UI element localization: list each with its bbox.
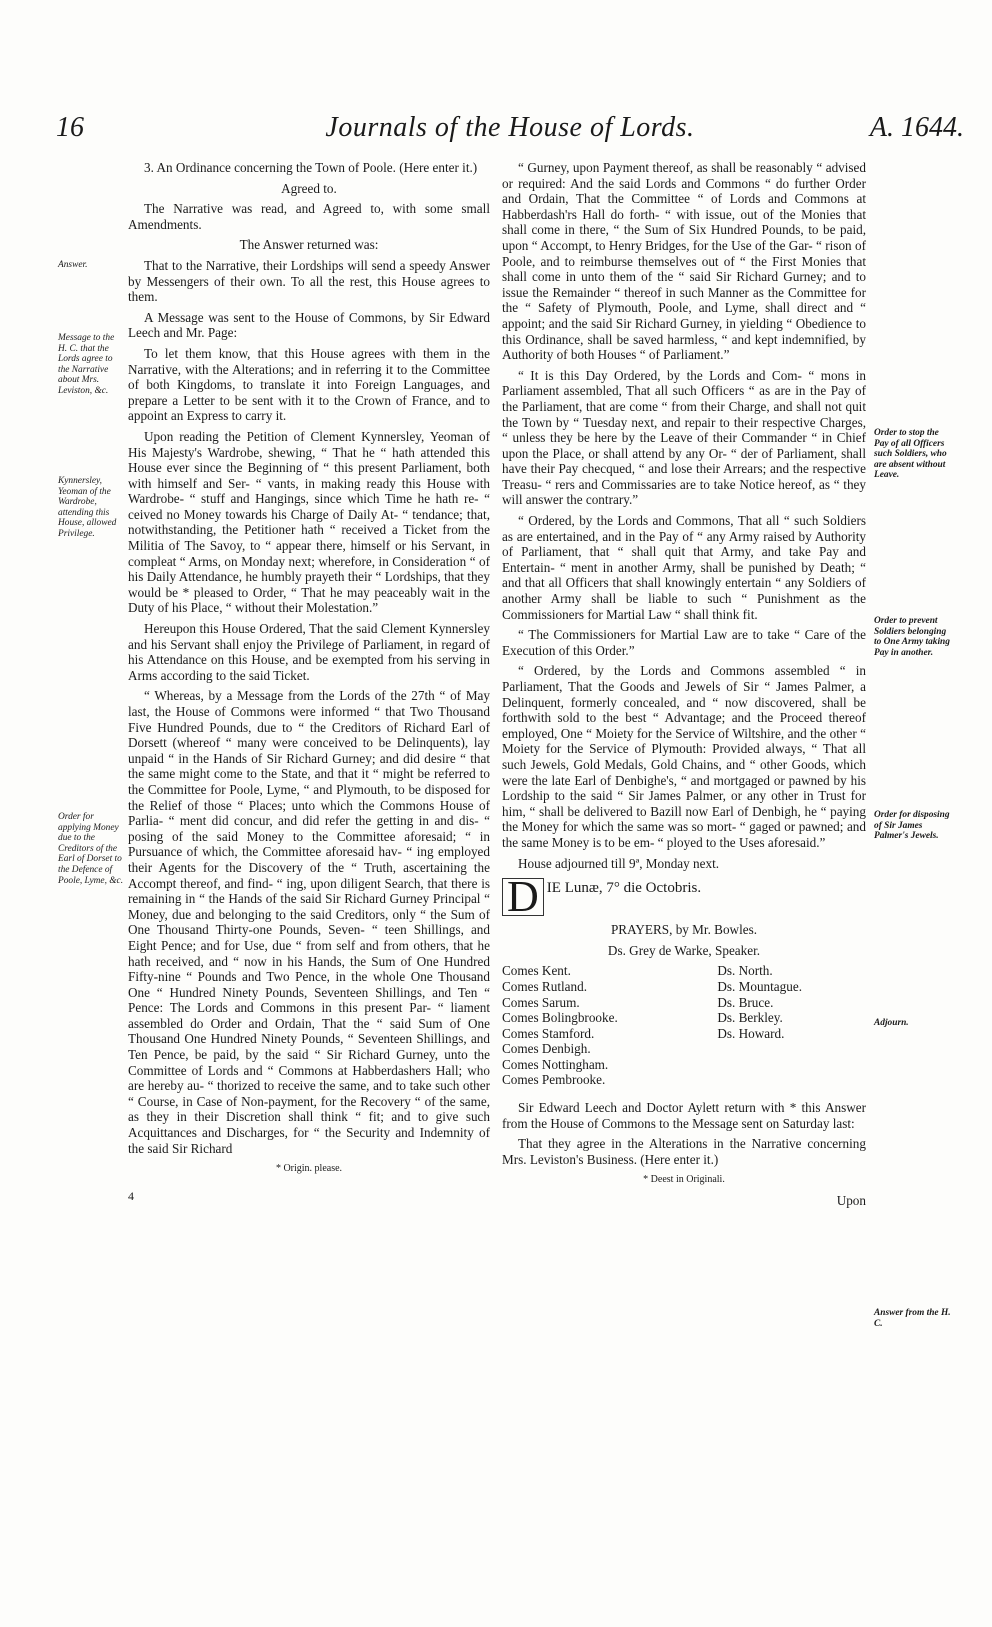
left-column [128, 160, 490, 1204]
gurney-ordinance-cont: “ Gurney, upon Payment thereof, as shall be reasonably “ advised or required: And the said Lords and Commons “ do further Order and Ordain, That the Committee “ of Lords and Commons at Habberdash'rs Hall do forth- “ with issue, out of the Monies that shall come in there, “ the Sum of Six Hundred Pounds, to be paid, upon “ Accompt, to Henry Bridges, for the Use of the Gar- “ rison of Poole, and to reimburse themselves out of “ the First Monies that shall come in unto them of the “ said Sir Richard Gurney; and to issue the Remainder “ thereof in such Manner as the Committee for the “ Safety of Plymouth, Poole, and Lyme, shall direct and “ appoint; and the said Sir Richard Gurney, in yielding “ Obedience to this Ordinance, shall be saved harmless, “ and kept indemnified, by Authority of both Houses “ of Parliament.” [502, 160, 866, 363]
gurney-ordinance: “ Whereas, by a Message from the Lords of the 27th “ of May last, the House of Commons were informed “ that Two Thousand Five Hundred Pounds, due to “ the Creditors of Richard Earl of Dorsett (whereof “ many were conceived to be Delinquents), lay unpaid “ in the Hands of Sir Richard Gurney; and did desire “ that the same might come to the State, and that it “ might be referred to the Committee for Poole, Lyme, “ and Plymouth, to be disposed for the Relief of those “ Places; unto which the Commons House of Parlia- “ ment did concur, and did refer the getting in and dis- “ posing of the said Money to the Committee aforesaid; “ in Pursuance of which, the Committee aforesaid hav- “ ing employed their Agents for the Discovery of the “ Truth, ascertaining the Accompt thereof, and find- “ ing, upon diligent Search, that there is remaining in “ the Hands of the said Sir Richard Gurney Principal “ Money, due and belonging to the said Creditors, only “ the Sum of One Thousand Thirty-one Pounds, Seven- “ teen Shillings, and Eight Pence; and for Use, due “ from self and from others, that he hath received, and “ now in his Hands, the Sum of One Hundred Fifty-nine “ Pounds and Two Pence, in the whole One Thousand One “ Hundred Ninety Pounds, Seventeen Shillings, and Ten “ Pence: The Lords and Commons in this present Par- “ liament assembled do Order and Ordain, That the “ said Sum of One Thousand One Hundred Ninety Pounds, “ Seventeen Shillings, and Ten Pence, be paid, by the said “ Sir Richard Gurney, unto the Committee of Lords and “ Commons at Habberdashers Hall; who are hereby au- “ thorized to receive the same, and to take such other “ Course, in Case of Non-payment, for the Recovery “ of the same, as they in their Discretion shall think “ fit; and to give such Acquittances and Discharges, for “ the Security and Indemnity of the said Sir Richard [128, 688, 490, 1156]
attendance-comites [502, 963, 618, 1088]
running-header [56, 112, 964, 146]
agreed: Agreed to. [281, 180, 337, 196]
list-item: Comes Rutland. [502, 978, 587, 994]
attendance-list [502, 963, 802, 1088]
page-number: 16 [56, 112, 84, 143]
catchword: Upon [836, 1193, 866, 1209]
speaker: Ds. Grey de Warke, Speaker. [607, 942, 761, 958]
margin-note-soldiers: Order to prevent Soldiers belonging to One Army taking Pay in another. [874, 616, 950, 658]
list-item: Comes Pembrooke. [502, 1072, 606, 1088]
answer-text: That to the Narrative, their Lordships will send a speedy Answer by Messengers of their own. To all the rest, this House agrees to them. [128, 257, 490, 305]
day-heading [502, 872, 866, 922]
list-item: Comes Bolingbrooke. [502, 1010, 618, 1026]
list-item: Comes Denbigh. [502, 1041, 591, 1057]
margin-note-officers: Order to stop the Pay of all Officers such Soldiers, who are absent without Leave. [874, 428, 947, 481]
martial-law-note: “ The Commissioners for Martial Law are to take “ Care of the Execution of this Order.” [502, 627, 866, 658]
margin-note-answer: Answer. [58, 260, 88, 270]
prayers: PRAYERS, by Mr. Bowles. [610, 922, 758, 938]
message-to-commons: A Message was sent to the House of Commons, by Sir Edward Leech and Mr. Page: [128, 309, 490, 341]
officers-order: “ It is this Day Ordered, by the Lords and Com- “ mons in Parliament assembled, That all such Officers “ as are in the Pay of the Parliament, that are come “ from their Charge, and shall not quit the Town by “ Tuesday next, and repair to their respective Charges, “ unless they be here by the Leave of their Commander “ in Chief upon the Place, or shall attend by any Or- “ der of Parliament, shall have their Pay checqued, “ and lose their Arrears; and the respective Treasu- “ rers and Commissaries are to take Notice hereof, as “ they will answer the contrary.” [502, 367, 866, 508]
right-column [502, 160, 866, 1214]
list-item: Ds. Howard. [717, 1025, 785, 1041]
footnote-left: * Origin. please. [275, 1163, 343, 1175]
list-item: Comes Nottingham. [502, 1056, 609, 1072]
day-heading-text: IE Lunæ, 7° die Octobris. [546, 880, 702, 897]
soldiers-order: “ Ordered, by the Lords and Commons, That all “ such Soldiers as are entertained, and in the Pay of “ any Army raised by Authority of Parliament, that “ shall quit that Army, and take Pay and Entertain- “ ment in another Army, shall be punished by Death; “ and that all Officers that shall knowingly entertain “ any Soldiers of another Army shall be liable to such “ Punishment as the Commissioners for Martial Law “ shall think fit. [502, 513, 866, 622]
margin-note-answer-hc: Answer from the H. C. [874, 1308, 951, 1329]
journal-title: Journals of the House of Lords. [325, 112, 695, 143]
palmer-jewels-order: “ Ordered, by the Lords and Commons assembled “ in Parliament, That the Goods and Jewels of Sir “ James Palmer, a Delinquent, formerly concealed, and “ now discovered, shall be forthwith sold to the best “ Advantage; and the Proceed thereof employed, One “ Moiety for the Service of Wiltshire, and the other “ Moiety for the Service of Plymouth: Provided always, “ That all such Jewels, Gold Medals, Gold Chains, and “ other Goods, which were the late Earl of Denbighe's, “ and mortgaged or pawned by his Lordship to the said “ Sir James Palmer, or any other in Trust for him, “ shall be delivered to Bazill now Earl of Denbigh, he “ paying the Money for which the same was so mort- “ gaged or pawned; and the same Money is to be em- “ ployed to the Uses aforesaid.” [502, 663, 866, 850]
narrative-read: The Narrative was read, and Agreed to, with some small Amendments. [128, 201, 490, 232]
list-item: Ds. Berkley. [717, 1010, 783, 1026]
alterations-agreed: That they agree in the Alterations in the Narrative concerning Mrs. Leviston's Business. (Here enter it.) [502, 1136, 866, 1167]
kynnersley-order: Hereupon this House Ordered, That the said Clement Kynnersley and his Servant shall enjoy the Privilege of Parliament, in regard of his Attendance on this House, and be exempted from his serving in Arms according to the said Ticket. [128, 621, 490, 683]
answer-returned: The Answer returned was: [239, 237, 379, 253]
footnote-right: * Deest in Originali. [643, 1174, 725, 1186]
year: A. 1644. [869, 112, 964, 143]
margin-note-kynnersley: Kynnersley, Yeoman of the Wardrobe, attending this House, allowed Privilege. [58, 476, 117, 539]
margin-note-message: Message to the H. C. that the Lords agree to the Narrative about Mrs. Leviston, &c. [58, 333, 115, 396]
attendance-domini [717, 963, 802, 1088]
margin-note-palmer: Order for disposing of Sir James Palmer's Jewels. [874, 810, 950, 842]
list-item: Ds. Mountague. [717, 978, 802, 994]
list-item: Comes Sarum. [502, 994, 580, 1010]
list-item: Ds. North. [717, 963, 773, 979]
margin-note-adjourn: Adjourn. [874, 1018, 909, 1028]
adjournment: House adjourned till 9ª, Monday next. [518, 855, 720, 871]
list-item: Comes Stamford. [502, 1025, 595, 1041]
list-item: Comes Kent. [502, 963, 571, 979]
margin-note-dorset-money: Order for applying Money due to the Creditors of the Earl of Dorset to the Defence of Poole, Lyme, &c. [58, 812, 124, 886]
kynnersley-petition: Upon reading the Petition of Clement Kynnersley, Yeoman of His Majesty's Wardrobe, shewing, “ That he “ hath attended this House ever since the Beginning of “ this present Parliament, both with himself and Ser- “ vants, in making ready this House with Wardrobe- “ stuff and Hangings, since which Time he hath re- “ ceived no Money towards his Charge of Daily At- “ tendance; that, notwithstanding, the Petitioner hath “ received a Ticket from the Militia of The Savoy, to “ appear there, himself or his Servant, in compleat “ Arms, on Monday next; wherefore, in Consideration “ of his Daily Attendance, he humbly prayeth their “ Lordships, that they would be * pleased to Order, “ That he may peaceably wait in the Duty of his Place, “ without their Molestation.” [128, 428, 490, 616]
answer-from-commons: Sir Edward Leech and Doctor Aylett return with * this Answer from the House of Commons to the Message sent on Saturday last: [502, 1100, 866, 1131]
ordinance-poole: 3. An Ordinance concerning the Town of Poole. (Here enter it.) [144, 160, 478, 175]
drop-cap: D [502, 878, 544, 916]
message-text: To let them know, that this House agrees with them in the Narrative, with the Alterations; and in referring it to the Committee of both Kingdoms, to translate it into Foreign Languages, and prepare a Letter to be sent with it to the Crown of France, and to appoint an Express to carry it. [128, 345, 490, 424]
signature-mark: 4 [128, 1188, 134, 1203]
list-item: Ds. Bruce. [717, 994, 774, 1010]
